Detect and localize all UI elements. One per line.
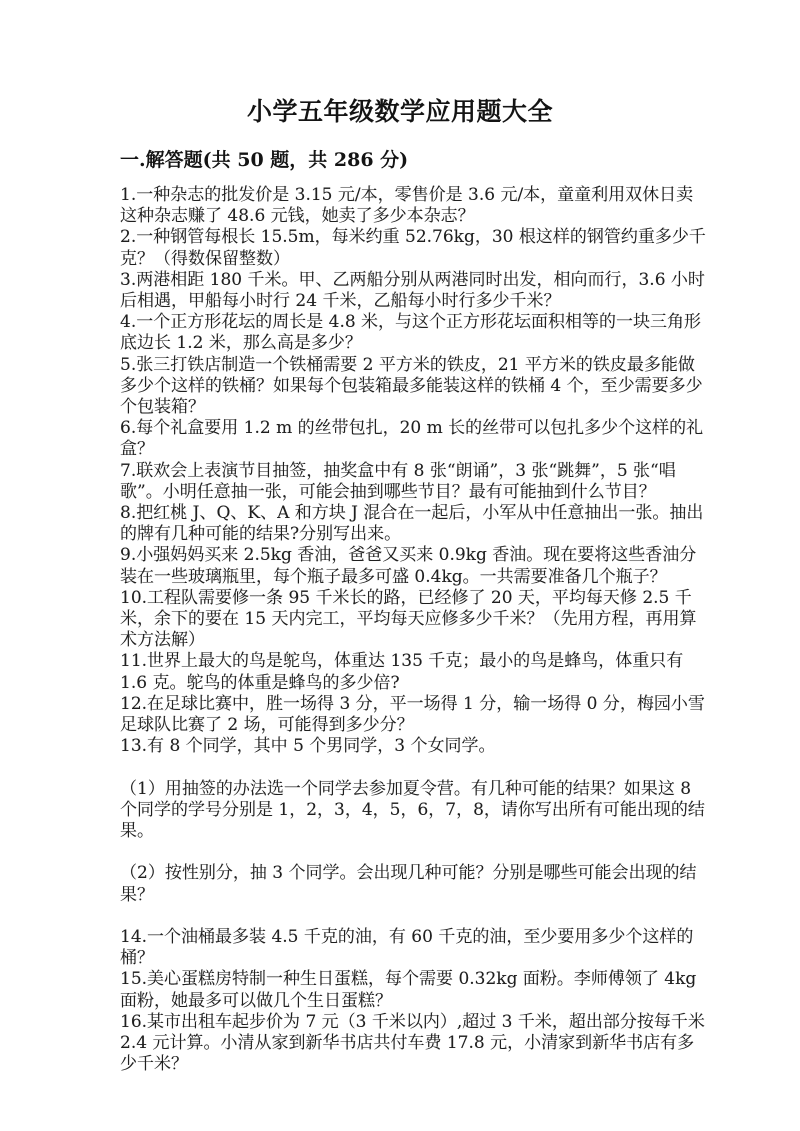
question-13-part-2: （2）按性别分，抽 3 个同学。会出现几种可能？分别是哪些可能会出现的结果？ — [120, 863, 697, 905]
question-14: 14.一个油桶最多装 4.5 千克的油，有 60 千克的油，至少要用多少个这样的桶？ — [120, 927, 694, 969]
page-title: 小学五年级数学应用题大全 — [246, 97, 553, 126]
question-10: 10.工程队需要修一条 95 千米长的路，已经修了 20 天，平均每天修 2.5 千米，余下的要在 15 天内完工，平均每天应修多少千米？（先用方程，再用算术方法解） — [120, 587, 697, 651]
question-15: 15.美心蛋糕房特制一种生日蛋糕，每个需要 0.32kg 面粉。李师傅领了 4kg 面粉，她最多可以做几个生日蛋糕？ — [120, 969, 697, 1011]
question-16: 16.某市出租车起步价为 7 元（3 千米以内）,超过 3 千米，超出部分按每千米 2.4 元计算。小清从家到新华书店共付车费 17.8 元，小清家到新华书店有多少千米？ — [120, 1011, 705, 1075]
question-8: 8.把红桃 J、Q、K、A 和方块 J 混合在一起后，小军从中任意抽出一张。抽出的牌有几种可能的结果?分别写出来。 — [120, 503, 704, 545]
question-12: 12.在足球比赛中，胜一场得 3 分，平一场得 1 分，输一场得 0 分，梅园小雪足球队比赛了 2 场，可能得到多少分？ — [120, 693, 705, 736]
question-4: 4.一个正方形花坛的周长是 4.8 米，与这个正方形花坛面积相等的一块三角形底边长 1.2 米，那么高是多少？ — [120, 312, 702, 354]
question-7: 7.联欢会上表演节目抽签，抽奖盒中有 8 张“朗诵”，3 张“跳舞”，5 张“唱歌”。小明任意抽一张，可能会抽到哪些节目？最有可能抽到什么节目？ — [120, 460, 676, 502]
question-13-part-1: （1）用抽签的办法选一个同学去参加夏令营。有几种可能的结果？如果这 8 个同学的学号分别是 1，2，3，4，5，6，7，8，请你写出所有可能出现的结果。 — [120, 778, 705, 842]
question-2: 2.一种钢管每根长 15.5m，每米约重 52.76kg，30 根这样的钢管约重多少千克？（得数保留整数） — [120, 227, 706, 269]
question-3: 3.两港相距 180 千米。甲、乙两船分别从两港同时出发，相向而行，3.6 小时后相遇，甲船每小时行 24 千米，乙船每小时行多少千米？ — [120, 269, 705, 312]
question-list — [120, 185, 710, 1075]
question-5: 5.张三打铁店制造一个铁桶需要 2 平方米的铁皮，21 平方米的铁皮最多能做多少个这样的铁桶？如果每个包装箱最多能装这样的铁桶 4 个，至少需要多少个包装箱？ — [120, 354, 703, 418]
question-1: 1.一种杂志的批发价是 3.15 元/本，零售价是 3.6 元/本，童童利用双休日卖这种杂志赚了 48.6 元钱，她卖了多少本杂志？ — [120, 185, 694, 227]
question-9: 9.小强妈妈买来 2.5kg 香油，爸爸又买来 0.9kg 香油。现在要将这些香油分装在一些玻璃瓶里，每个瓶子最多可盛 0.4kg。一共需要准备几个瓶子？ — [120, 545, 697, 587]
question-13: 13.有 8 个同学，其中 5 个男同学，3 个女同学。 — [120, 736, 496, 757]
question-11: 11.世界上最大的鸟是鸵鸟，体重达 135 千克；最小的鸟是蜂鸟，体重只有 1.6 克。鸵鸟的体重是蜂鸟的多少倍? — [120, 651, 684, 693]
question-6: 6.每个礼盒要用 1.2 m 的丝带包扎，20 m 长的丝带可以包扎多少个这样的礼盒？ — [120, 418, 704, 460]
section-heading: 一.解答题(共 50 题，共 286 分) — [120, 149, 409, 171]
